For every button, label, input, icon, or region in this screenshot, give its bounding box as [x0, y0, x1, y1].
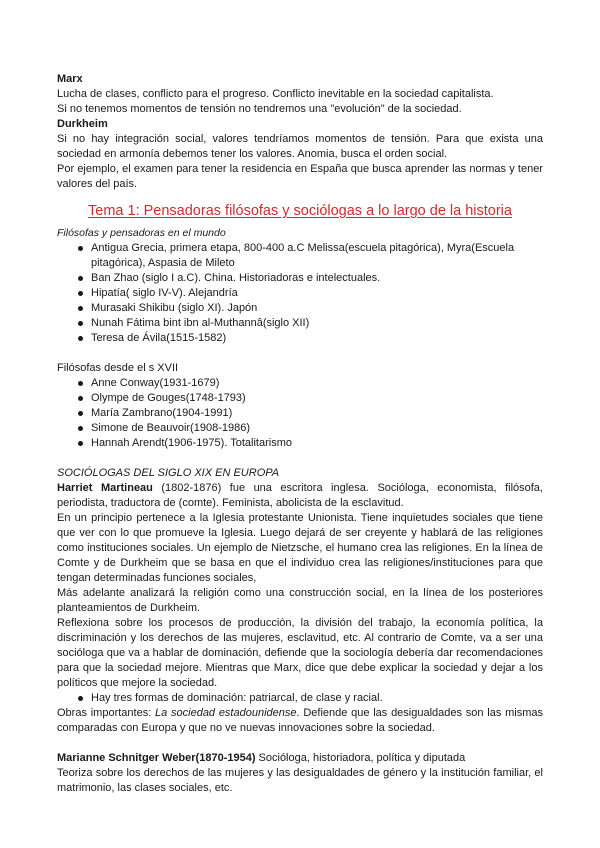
list-item: Olympe de Gouges(1748-1793): [57, 391, 543, 406]
durkheim-paragraph-2: Por ejemplo, el examen para tener la residencia en España que busca aprender las normas y tener valores del país.: [57, 163, 543, 190]
weber-intro: Marianne Schnitger Weber(1870-1954) Socióloga, historiadora, política y diputada: [57, 752, 466, 764]
list-item: María Zambrano(1904-1991): [57, 406, 543, 421]
list-item: Teresa de Ávila(1515-1582): [57, 331, 543, 346]
martineau-intro: Harriet Martineau (1802-1876) fue una escritora inglesa. Socióloga, economista, filósofa, periodista, traductora de (comte). Feminista, abolicista de la esclavitud.: [57, 482, 543, 509]
filosofas-xvii-heading: Filósofas desde el s XVII: [57, 362, 179, 374]
durkheim-heading: Durkheim: [57, 118, 108, 130]
weber-paragraph-1: Teoriza sobre los derechos de las mujeres y las desigualdades de género y la institución familiar, el matrimonio, las clases sociales, etc.: [57, 767, 543, 794]
tema-title: Tema 1: Pensadoras filósofas y sociólogas a lo largo de la historia: [88, 203, 512, 219]
weber-name: Marianne Schnitger Weber(1870-1954): [57, 752, 256, 764]
obras-title: La sociedad estadounidense: [155, 707, 297, 719]
martineau-obras: Obras importantes: La sociedad estadounidense. Defiende que las desigualdades son las mismas comparadas con Europa y que no ve nuevas innovaciones sobre la sociedad.: [57, 707, 543, 734]
martineau-list: [57, 691, 543, 706]
list-item: Simone de Beauvoir(1908-1986): [57, 421, 543, 436]
martineau-paragraph-1: En un principio pertenece a la Iglesia protestante Unionista. Tiene inquietudes sociales que tiene que ver con lo que promueve la Iglesia. Luego dejará de ser creyente y hablará de las religiones como instituciones sociales. Un ejemplo de Nietzsche, el humano crea las religiones. En la línea de Comte y de Durkheim que se basa en que el individuo crea las religiones/instituciones para que tengan determinadas funciones sociales,: [57, 512, 543, 584]
marx-heading: Marx: [57, 73, 83, 85]
martineau-name: Harriet Martineau: [57, 482, 153, 494]
durkheim-paragraph-1: Si no hay integración social, valores tendríamos momentos de tensión. Para que exista una sociedad en armonía debemos tener los valores. Anomia, busca el orden social.: [57, 133, 543, 160]
document-page: [57, 72, 543, 796]
list-item: Nunah Fátima bint ibn al-Muthannâ(siglo XII): [57, 316, 543, 331]
list-item: Murasaki Shikibu (siglo XI). Japón: [57, 301, 543, 316]
marx-line-2: Si no tenemos momentos de tensión no tendremos una "evolución" de la sociedad.: [57, 103, 462, 115]
filosofas-heading: Filósofas y pensadoras en el mundo: [57, 227, 226, 239]
list-item: Hay tres formas de dominación: patriarcal, de clase y racial.: [57, 691, 543, 706]
sociologas-heading: SOCIÓLOGAS DEL SIGLO XIX EN EUROPA: [57, 467, 280, 479]
list-item: Antigua Grecia, primera etapa, 800-400 a.C Melissa(escuela pitagórica), Myra(Escuela pitagórica), Aspasia de Mileto: [57, 241, 543, 271]
martineau-paragraph-3: Reflexiona sobre los procesos de producción, la división del trabajo, la economía política, la discriminación y los derechos de las mujeres, esclavitud, etc. Al contrario de Comte, va a ser una socióloga que va a hablar de dominación, defiende que la sociología debería dar recomendaciones para que la sociedad mejore. Mientras que Marx, dice que debe explicar la sociedad y dejar a los políticos que mejore la sociedad.: [57, 617, 543, 689]
filosofas-xvii-list: [57, 376, 543, 451]
martineau-paragraph-2: Más adelante analizará la religión como una construcción social, en la línea de los posteriores planteamientos de Durkheim.: [57, 587, 543, 614]
filosofas-list: [57, 241, 543, 346]
marx-line-1: Lucha de clases, conflicto para el progreso. Conflicto inevitable en la sociedad capitalista.: [57, 88, 494, 100]
list-item: Hannah Arendt(1906-1975). Totalitarismo: [57, 436, 543, 451]
list-item: Ban Zhao (siglo I a.C). China. Historiadoras e intelectuales.: [57, 271, 543, 286]
list-item: Hipatía( siglo IV-V). Alejandría: [57, 286, 543, 301]
list-item: Anne Conway(1931-1679): [57, 376, 543, 391]
